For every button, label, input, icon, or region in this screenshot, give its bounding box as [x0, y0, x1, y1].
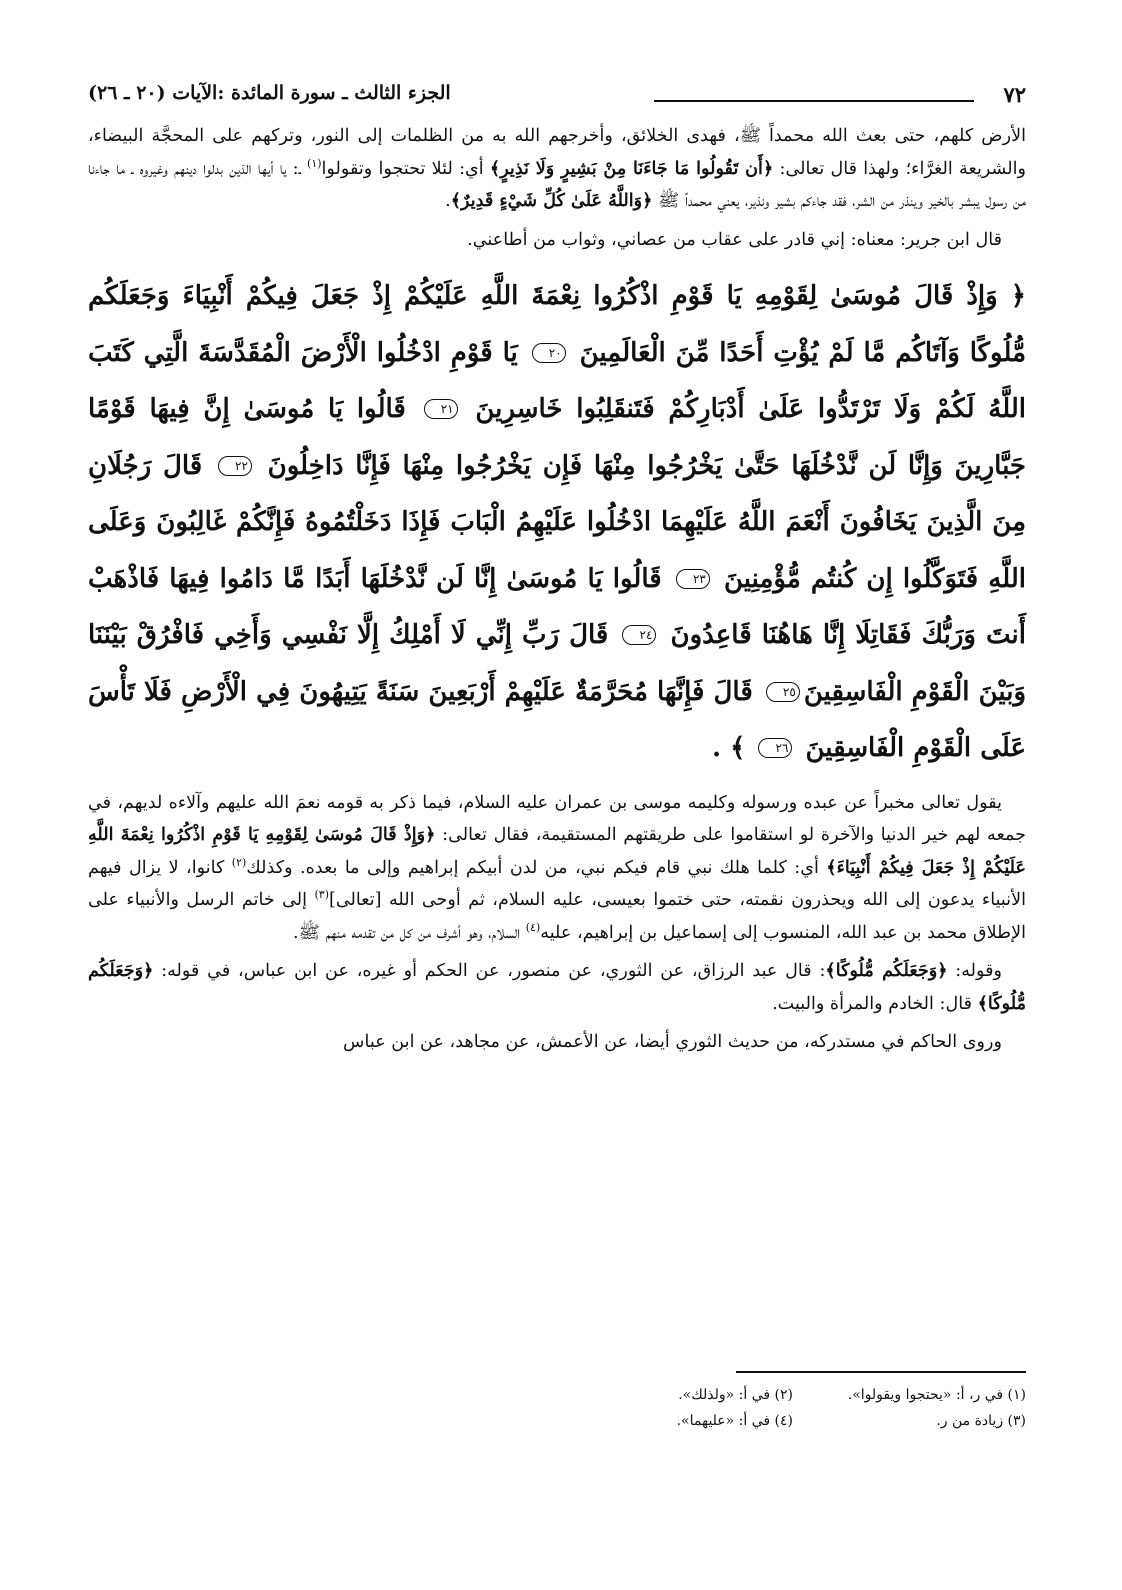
- footnote-rule: [736, 1371, 1026, 1373]
- text-run: كانوا، لا يزال فيهم الأنبياء يدعون إلى الله ويحذرون نقمته، حتى ختموا بعيسى، عليه السلام، ثم أوحى الله [تعالى]: [88, 857, 1027, 910]
- footnotes: [600, 1382, 1026, 1434]
- text-run: السلام، وهو أشرف من كل من تقدمه منهم ﷺ.: [293, 922, 526, 943]
- verse-number: ٢٢: [218, 456, 252, 476]
- header-rule: [654, 100, 974, 102]
- text-run: ـ: يا أيها الذين بدلوا دينهم وغيروه ـ ما جاءنا من رسول يبشر بالخير وينذر من الشر، فقد جاءكم بشير ونذير، يعني محمداً ﷺ: [88, 158, 1026, 211]
- quoted-verse: ﴿وَجَعَلَكُم مُّلُوكًا﴾: [825, 960, 948, 981]
- verse-number: ٢٤: [622, 625, 656, 645]
- footnote-3: (٣) زيادة من ر.: [936, 1413, 1026, 1429]
- verse-number: ٢٠: [532, 343, 566, 363]
- quran-verses-block: [88, 268, 1026, 777]
- text-run: أي: لئلا تحتجوا وتقولوا: [321, 158, 490, 179]
- verse-number: ٢١: [424, 399, 458, 419]
- commentary-paragraph-3: [88, 787, 1026, 950]
- text-run: أي: كلما هلك نبي قام فيكم نبي، من لدن أبيكم إبراهيم وإلى ما بعده. وكذلك: [246, 857, 827, 878]
- text-run: قال: الخادم والمرأة والبيت.: [772, 993, 978, 1014]
- verse-number: ٢٦: [758, 738, 792, 758]
- commentary-paragraph-1: [88, 120, 1026, 218]
- text-run: قَالَ رَجُلَانِ مِنَ الَّذِينَ يَخَافُونَ أَنْعَمَ اللَّهُ عَلَيْهِمَا ادْخُلُوا عَلَيْهِمُ الْبَابَ فَإِذَا دَخَلْتُمُوهُ فَإِنَّكُمْ غَالِبُونَ وَعَلَى اللَّهِ فَتَوَكَّلُوا إِن كُنتُم مُّؤْمِنِينَ: [88, 450, 1027, 594]
- text-run: إلى خاتم الرسل والأنبياء على الإطلاق محمد بن عبد الله، المنسوب إلى إسماعيل بن إبراهيم، عليه: [88, 890, 1026, 943]
- footnote-ref: (٤): [525, 920, 541, 934]
- running-header: [88, 78, 1026, 120]
- page-number: ٧٢: [1003, 82, 1026, 107]
- text-run: يقول تعالى مخبراً عن عبده ورسوله وكليمه موسى بن عمران عليه السلام، فيما ذكر به قومه نعمَ الله عليهم وآلاءه لديهم، في جمعه لهم خير الدنيا والآخرة لو استقاموا على طريقتهم المستقيمة، فقال تعالى:: [88, 792, 1026, 845]
- book-page: [88, 78, 1026, 1590]
- text-run: ﴿ وَإِذْ قَالَ مُوسَىٰ لِقَوْمِهِ يَا قَوْمِ اذْكُرُوا نِعْمَةَ اللَّهِ عَلَيْكُمْ إِذْ جَعَلَ فِيكُمْ أَنْبِيَاءَ وَجَعَلَكُم مُّلُوكًا وَآتَاكُم مَّا لَمْ يُؤْتِ أَحَدًا مِّنَ الْعَالَمِينَ: [88, 281, 1027, 368]
- commentary-paragraph-4: [88, 955, 1026, 1020]
- commentary-paragraph-2: قال ابن جرير: معناه: إني قادر على عقاب من عصاني، وثواب من أطاعني.: [467, 229, 1002, 250]
- quoted-verse: ﴿أَن تَقُولُوا مَا جَاءَنَا مِنْ بَشِيرٍ وَلَا نَذِيرٍ﴾: [489, 157, 774, 179]
- footnote-ref: (١): [307, 156, 322, 170]
- footnote-ref: (٣): [314, 888, 330, 901]
- footnote-4: (٤) في أ: «عليهما».: [676, 1413, 793, 1429]
- verse-number: ٢٣: [676, 569, 710, 589]
- text-run: الأرض كلهم، حتى بعث الله محمداً ﷺ، فهدى الخلائق، وأخرجهم الله به من الظلمات إلى النور، وتركهم على المحجَّة البيضاء، والشريعة الغرَّاء؛ ولهذا قال تعالى:: [88, 126, 1027, 179]
- commentary-paragraph-5: وروى الحاكم في مستدركه، من حديث الثوري أيضا، عن الأعمش، عن مجاهد، عن ابن عباس: [343, 1032, 1002, 1052]
- text-run: قَالَ رَبِّ إِنِّي لَا أَمْلِكُ إِلَّا نَفْسِي وَأَخِي فَافْرُقْ بَيْنَنَا وَبَيْنَ الْقَوْمِ الْفَاسِقِينَ: [88, 620, 1026, 707]
- quoted-verse: ﴿وَإِذْ قَالَ مُوسَىٰ لِقَوْمِهِ يَا قَوْمِ اذْكُرُوا نِعْمَةَ اللَّهِ عَلَيْكُمْ إِذْ جَعَلَ فِيكُمْ أَنْبِيَاءَ﴾: [88, 824, 1026, 878]
- text-run: قَالَ فَإِنَّهَا مُحَرَّمَةٌ عَلَيْهِمْ أَرْبَعِينَ سَنَةً يَتِيهُونَ فِي الْأَرْضِ فَلَا تَأْسَ عَلَى الْقَوْمِ الْفَاسِقِينَ: [88, 676, 1026, 763]
- running-title: الجزء الثالث ـ سورة المائدة :الآيات (٢٠ ـ ٢٦): [88, 82, 451, 104]
- text-run: يَا قَوْمِ ادْخُلُوا الْأَرْضَ الْمُقَدَّسَةَ الَّتِي كَتَبَ اللَّهُ لَكُمْ وَلَا تَرْتَدُّوا عَلَىٰ أَدْبَارِكُمْ فَتَنقَلِبُوا خَاسِرِينَ: [88, 337, 1026, 424]
- text-run: ﴾ .: [712, 733, 755, 763]
- text-run: قَالُوا يَا مُوسَىٰ إِنَّ فِيهَا قَوْمًا جَبَّارِينَ وَإِنَّا لَن نَّدْخُلَهَا حَتَّىٰ يَخْرُجُوا مِنْهَا فَإِن يَخْرُجُوا مِنْهَا فَإِنَّا دَاخِلُونَ: [88, 394, 1026, 481]
- footnote-1: (١) في ر، أ: «يحتجوا ويقولوا».: [847, 1387, 1026, 1403]
- text-run: .: [445, 191, 451, 211]
- verse-number: ٢٥: [766, 682, 800, 702]
- text-run: قَالُوا يَا مُوسَىٰ إِنَّا لَن نَّدْخُلَهَا أَبَدًا مَّا دَامُوا فِيهَا فَاذْهَبْ أَنتَ وَرَبُّكَ فَقَاتِلَا إِنَّا هَاهُنَا قَاعِدُونَ: [88, 563, 1026, 650]
- footnote-ref: (٢): [231, 855, 247, 869]
- quoted-verse: ﴿وَاللَّهُ عَلَىٰ كُلِّ شَيْءٍ قَدِيرٌ﴾: [450, 190, 653, 211]
- quoted-verse: ﴿وَجَعَلَكُم مُّلُوكًا﴾: [88, 960, 1026, 1014]
- footnote-2: (٢) في أ: «ولذلك».: [678, 1387, 793, 1403]
- text-run: : قال عبد الرزاق، عن الثوري، عن منصور، عن الحكم أو غيره، عن ابن عباس، في قوله:: [153, 961, 826, 981]
- text-run: وقوله:: [947, 961, 1002, 981]
